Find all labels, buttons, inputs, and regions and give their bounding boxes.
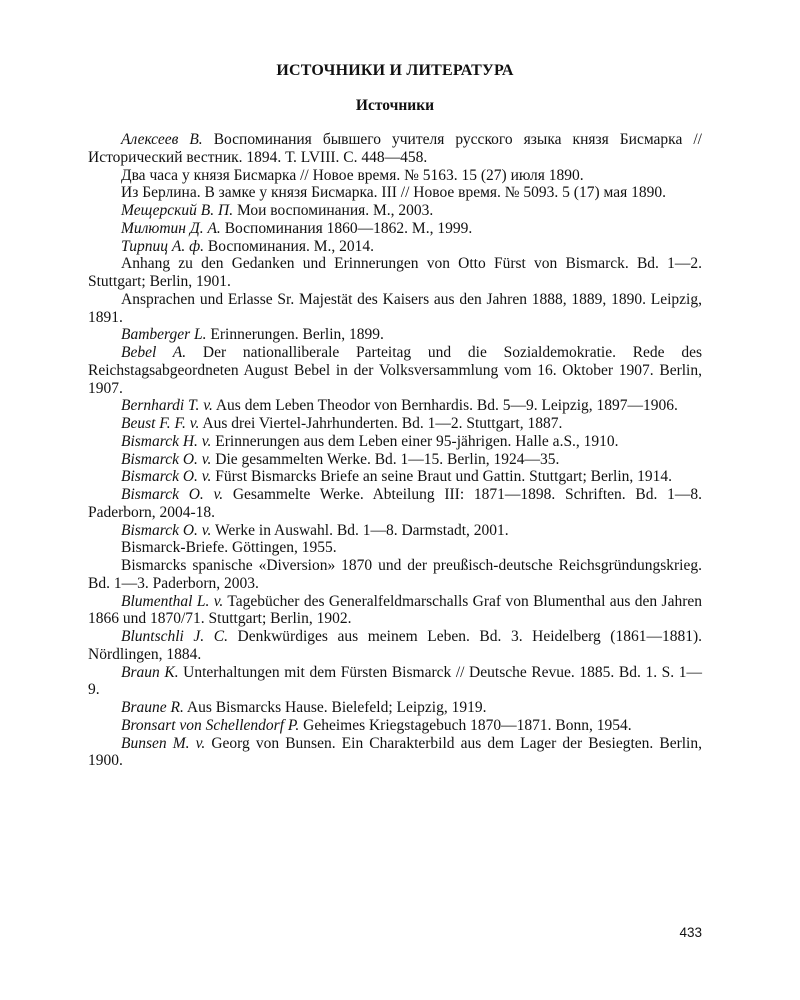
entry-text: Geheimes Kriegstagebuch 1870—1871. Bonn, 1954. bbox=[299, 716, 632, 734]
bibliography-entry bbox=[88, 628, 702, 664]
bibliography-entry bbox=[88, 539, 702, 557]
entry-author: Bismarck O. v. bbox=[121, 468, 212, 486]
entry-author: Милютин Д. А. bbox=[121, 219, 221, 237]
bibliography-entry bbox=[88, 735, 702, 771]
bibliography-entry bbox=[88, 397, 702, 415]
entry-author: Bunsen M. v. bbox=[121, 734, 206, 752]
bibliography-entry bbox=[88, 433, 702, 451]
entry-text: Воспоминания 1860—1862. М., 1999. bbox=[220, 219, 473, 237]
entry-text: Die gesammelten Werke. Bd. 1—15. Berlin, 1924—35. bbox=[211, 450, 560, 468]
entry-text: Aus Bismarcks Hause. Bielefeld; Leipzig, 1919. bbox=[183, 699, 487, 716]
bibliography-entry bbox=[88, 326, 702, 344]
section-subheading: Источники bbox=[355, 97, 435, 114]
entry-text: Der nationalliberale Parteitag und die Sozialdemokratie. Rede des Reichstagsabgeordneten August Bebel in der Volksversammlung vom 16. Oktober 1907. Berlin, 1907. bbox=[88, 344, 702, 397]
entry-author: Braun K. bbox=[121, 663, 179, 681]
entry-text: Werke in Auswahl. Bd. 1—8. Darmstadt, 2001. bbox=[211, 521, 509, 539]
bibliography-entry bbox=[88, 202, 702, 220]
entry-text: Gesammelte Werke. Abteilung III: 1871—1898. Schriften. Bd. 1—8. Paderborn, 2004-18. bbox=[88, 486, 702, 521]
bibliography-entry bbox=[88, 131, 702, 167]
entry-text: Из Берлина. В замке у князя Бисмарка. III // Новое время. № 5093. 5 (17) мая 1890. bbox=[121, 184, 666, 202]
entry-author: Тирпиц А. ф. bbox=[121, 237, 204, 255]
bibliography-entry bbox=[88, 522, 702, 540]
entry-text: Ansprachen und Erlasse Sr. Majestät des Kaisers aus den Jahren 1888, 1889, 1890. Leipzig, 1891. bbox=[88, 290, 702, 326]
bibliography-entry bbox=[88, 344, 702, 397]
entry-author: Мещерский В. П. bbox=[121, 202, 234, 219]
bibliography-entry bbox=[88, 220, 702, 238]
entry-author: Bernhardi T. v. bbox=[121, 397, 213, 415]
bibliography-entry bbox=[88, 415, 702, 433]
entry-author: Bebel A. bbox=[121, 344, 187, 361]
bibliography-entry bbox=[88, 468, 702, 486]
entry-text: Два часа у князя Бисмарка // Новое время. № 5163. 15 (27) июля 1890. bbox=[121, 166, 584, 184]
entry-text: Воспоминания. М., 2014. bbox=[203, 237, 374, 255]
chapter-heading: ИСТОЧНИКИ И ЛИТЕРАТУРА bbox=[276, 62, 514, 79]
bibliography-entry bbox=[88, 557, 702, 593]
entry-author: Bronsart von Schellendorf P. bbox=[121, 716, 300, 734]
entry-text: Unterhaltungen mit dem Fürsten Bismarck // Deutsche Revue. 1885. Bd. 1. S. 1—9. bbox=[88, 663, 703, 699]
entry-text: Georg von Bunsen. Ein Charakterbild aus dem Lager der Besiegten. Berlin, 1900. bbox=[88, 734, 702, 770]
entry-text: Erinnerungen. Berlin, 1899. bbox=[206, 326, 384, 344]
bibliography-entry bbox=[88, 664, 702, 700]
entry-author: Bismarck H. v. bbox=[121, 432, 212, 450]
page-number: 433 bbox=[679, 925, 702, 940]
bibliography-entry bbox=[88, 717, 702, 735]
entry-text: Aus dem Leben Theodor von Bernhardis. Bd. 5—9. Leipzig, 1897—1906. bbox=[212, 397, 678, 415]
entry-author: Bamberger L. bbox=[121, 326, 207, 344]
entry-text: Erinnerungen aus dem Leben einer 95-jährigen. Halle a.S., 1910. bbox=[211, 432, 619, 450]
entry-author: Bismarck O. v. bbox=[121, 450, 212, 468]
bibliography-list bbox=[88, 131, 702, 770]
entry-author: Beust F. F. v. bbox=[121, 415, 200, 432]
entry-text: Bismarcks spanische «Diversion» 1870 und der preußisch-deutsche Reichsgründungskrieg. Bd. 1—3. Paderborn, 2003. bbox=[88, 557, 702, 592]
bibliography-entry bbox=[88, 699, 702, 717]
bibliography-entry bbox=[88, 255, 702, 291]
entry-text: Anhang zu den Gedanken und Erinnerungen von Otto Fürst von Bismarck. Bd. 1—2. Stuttgart; Berlin, 1901. bbox=[88, 255, 702, 290]
entry-text: Мои воспоминания. М., 2003. bbox=[233, 202, 434, 219]
entry-author: Bismarck O. v. bbox=[121, 486, 224, 503]
bibliography-entry bbox=[88, 451, 702, 469]
book-page bbox=[88, 0, 702, 1000]
entry-text: Bismarck-Briefe. Göttingen, 1955. bbox=[121, 539, 337, 557]
entry-author: Bluntschli J. C. bbox=[121, 628, 228, 645]
entry-author: Braune R. bbox=[121, 699, 184, 716]
bibliography-entry bbox=[88, 593, 702, 629]
bibliography-entry bbox=[88, 238, 702, 256]
entry-text: Fürst Bismarcks Briefe an seine Braut und Gattin. Stuttgart; Berlin, 1914. bbox=[211, 468, 673, 486]
bibliography-entry bbox=[88, 486, 702, 522]
entry-author: Blumenthal L. v. bbox=[121, 592, 224, 610]
entry-author: Bismarck O. v. bbox=[121, 521, 212, 539]
entry-author: Алексеев В. bbox=[121, 131, 203, 148]
entry-text: Tagebücher des Generalfeldmarschalls Graf von Blumenthal aus den Jahren 1866 und 1870/71. Stuttgart; Berlin, 1902. bbox=[88, 592, 703, 628]
entry-text: Aus drei Viertel-Jahrhunderten. Bd. 1—2. Stuttgart, 1887. bbox=[199, 415, 563, 432]
bibliography-entry bbox=[88, 184, 702, 202]
bibliography-entry bbox=[88, 291, 702, 327]
bibliography-entry bbox=[88, 167, 702, 185]
entry-text: Denkwürdiges aus meinem Leben. Bd. 3. Heidelberg (1861—1881). Nördlingen, 1884. bbox=[88, 628, 702, 663]
entry-text: Воспоминания бывшего учителя русского языка князя Бисмарка // Исторический вестник. 1894. Т. LVIII. С. 448—458. bbox=[88, 131, 702, 166]
